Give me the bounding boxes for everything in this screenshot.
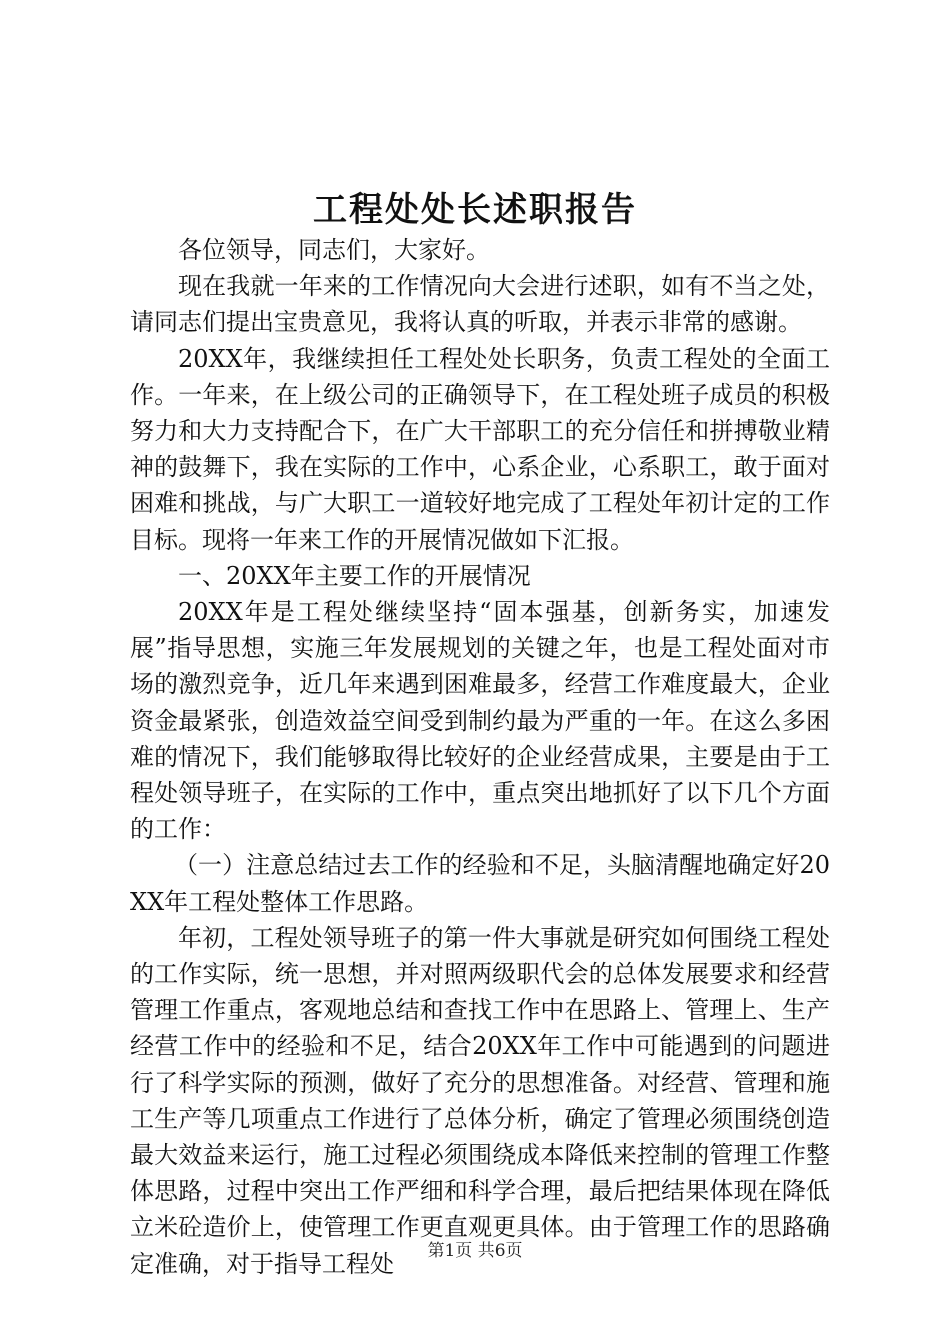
document-title: 工程处处长述职报告 — [313, 190, 637, 230]
document-body — [130, 232, 830, 1282]
page-number-footer: 第1页 共6页 — [427, 1241, 523, 1261]
paragraph-intro: 现在我就一年来的工作情况向大会进行述职，如有不当之处，请同志们提出宝贵意见，我将认真的听取，并表示非常的感谢。 — [130, 272, 830, 337]
paragraph-overview: 20XX年，我继续担任工程处处长职务，负责工程处的全面工作。一年来，在上级公司的正确领导下，在工程处班子成员的积极努力和大力支持配合下，在广大干部职工的充分信任和拼搏敬业精神的鼓舞下，我在实际的工作中，心系企业，心系职工，敢于面对困难和挑战，与广大职工一道较好地完成了工程处年初计定的工作目标。现将一年来工作的开展情况做如下汇报。 — [130, 344, 830, 554]
subsection-heading: （一）注意总结过去工作的经验和不足，头脑清醒地确定好20XX年工程处整体工作思路。 — [130, 851, 830, 916]
paragraph-greeting: 各位领导，同志们，大家好。 — [178, 236, 490, 264]
section-heading: 一、20XX年主要工作的开展情况 — [178, 561, 531, 590]
paragraph-section-body: 20XX年是工程处继续坚持“固本强基，创新务实，加速发展”指导思想，实施三年发展规划的关键之年，也是工程处面对市场的激烈竞争，近几年来遇到困难最多，经营工作难度最大，企业资金最紧张，创造效益空间受到制约最为严重的一年。在这么多困难的情况下，我们能够取得比较好的企业经营成果，主要是由于工程处领导班子，在实际的工作中，重点突出地抓好了以下几个方面的工作： — [130, 598, 830, 844]
paragraph-subsection-body: 年初，工程处领导班子的第一件大事就是研究如何围绕工程处的工作实际，统一思想，并对照两级职代会的总体发展要求和经营管理工作重点，客观地总结和查找工作中在思路上、管理上、生产经营工作中的经验和不足，结合20XX年工作中可能遇到的问题进行了科学实际的预测，做好了充分的思想准备。对经营、管理和施工生产等几项重点工作进行了总体分析，确定了管理必须围绕创造最大效益来运行，施工过程必须围绕成本降低来控制的管理工作整体思路，过程中突出工作严细和科学合理，最后把结果体现在降低立米砼造价上，使管理工作更直观更具体。由于管理工作的思路确定准确，对于指导工程处 — [130, 923, 830, 1278]
